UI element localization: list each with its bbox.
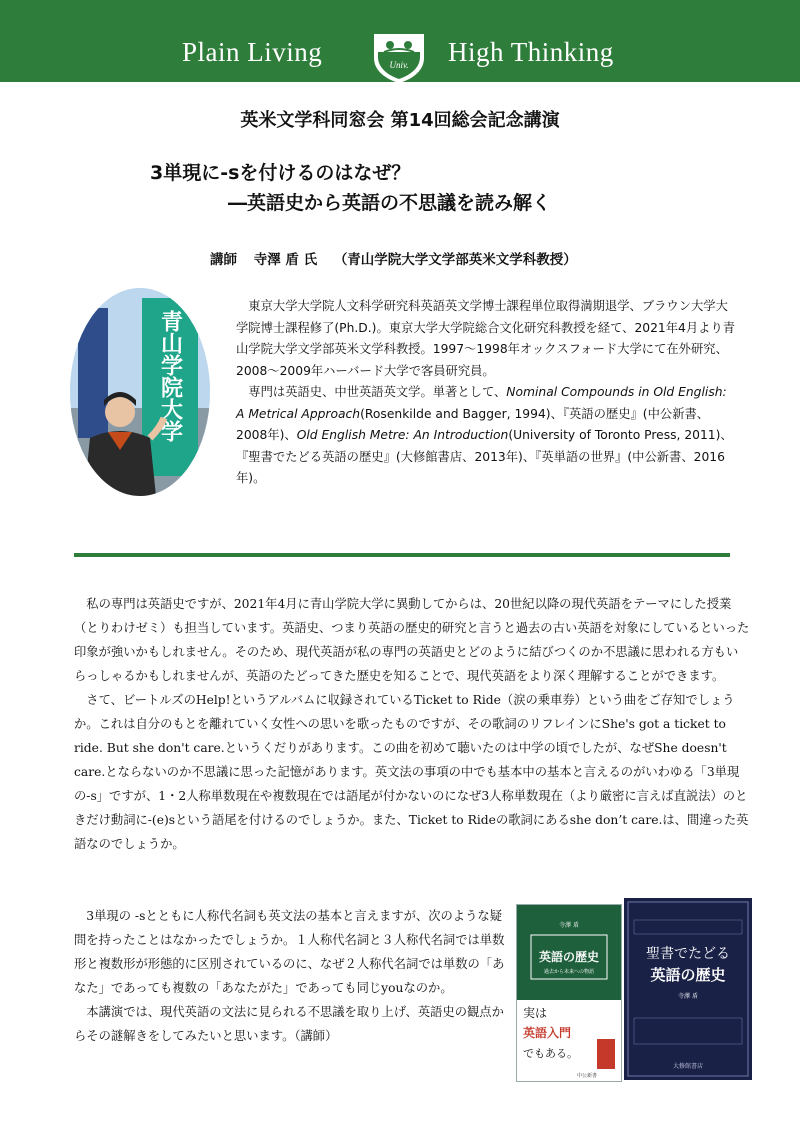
svg-text:英語の歴史: 英語の歴史 xyxy=(650,966,726,984)
svg-text:大修館書店: 大修館書店 xyxy=(672,1063,704,1070)
event-title: 英米文学科同窓会 第14回総会記念講演 xyxy=(240,110,560,131)
article-body xyxy=(74,592,750,856)
svg-text:実は: 実は xyxy=(523,1006,548,1020)
section-divider xyxy=(74,553,730,557)
lecture-title-line2: ―英語史から英語の不思議を読み解く xyxy=(228,192,552,214)
motto-left: Plain Living xyxy=(182,37,323,67)
speaker-line xyxy=(210,248,589,268)
university-crest-icon xyxy=(370,32,428,84)
crest-text: Univ. xyxy=(389,60,409,70)
body-paragraph: 私の専門は英語史ですが、2021年4月に青山学院大学に異動してからは、20世紀以降の現代英語をテーマにした授業（とりわけゼミ）も担当しています。英語史、つまり英語の歴史的研究と言うと過去の古い英語を対象にしているといった印象が強いかもしれません。そのため、現代英語が私の専門の英語史とどのように結びつくのか不思議に思われる方もいらっしゃるかもしれませんが、英語のたどってきた歴史を知ることで、現代英語をより深く理解することができます。 xyxy=(74,597,750,683)
svg-text:英語入門: 英語入門 xyxy=(523,1026,572,1040)
speaker-affiliation: （青山学院大学文学部英米文学科教授） xyxy=(333,252,577,268)
bio-paragraph: 東京大学大学院人文科学研究科英語英文学博士課程単位取得満期退学、ブラウン大学大学院博士課程修了(Ph.D.)。東京大学大学院総合文化研究科教授を経て、2021年4月より青山学院大学文学部英米文学科教授。1997～1998年オックスフォード大学にて在外研究、2008～2009年ハーバード大学で客員研究員。 xyxy=(236,299,736,378)
svg-text:聖書でたどる: 聖書でたどる xyxy=(646,946,730,962)
svg-text:英語の歴史: 英語の歴史 xyxy=(538,950,600,964)
book-cover-seisho-de-tadoru xyxy=(624,898,752,1080)
book-covers xyxy=(516,898,752,1080)
svg-text:でもある。: でもある。 xyxy=(523,1047,578,1060)
motto-right: High Thinking xyxy=(448,37,614,67)
lecture-title-line1: 3単現に-sを付けるのはなぜ？ xyxy=(150,162,411,184)
speaker-name: 寺澤 盾 氏 xyxy=(253,252,318,268)
banner-text: 青山学院大学 xyxy=(157,310,183,442)
speaker-bio xyxy=(236,296,736,490)
svg-text:寺澤 盾: 寺澤 盾 xyxy=(678,993,698,1000)
speaker-photo xyxy=(70,288,210,496)
body-paragraph: 3単現の -sとともに人称代名詞も英文法の基本と言えますが、次のような疑問を持ったことはなかったでしょうか。１人称代名詞と３人称代名詞では単数形と複数形が形態的に区別されているのに、なぜ２人称代名詞では単数の「あなた」であっても複数の「あなたがた」であっても同じyouなのか。 xyxy=(74,909,505,995)
body-paragraph: 本講演では、現代英語の文法に見られる不思議を取り上げ、英語史の観点からその謎解きをしてみたいと思います。（講師） xyxy=(74,1005,504,1043)
speaker-photo-illustration xyxy=(70,288,210,496)
bio-paragraph: 専門は英語史、中世英語英文学。単著として、Nominal Compounds in Old English: A Metrical Approach(Rosenkilde and Bagger, 1994)、『英語の歴史』(中公新書、2008年)、Old English Metre: An Introduction(University of Toronto Press, 2011)、『聖書でたどる英語の歴史』(大修館書店、2013年)、『英単語の世界』(中公新書、2016年)。 xyxy=(236,385,733,485)
svg-text:過去から未来への物語: 過去から未来への物語 xyxy=(543,969,595,975)
body-paragraph: さて、ビートルズのHelp!というアルバムに収録されているTicket to Ride（涙の乗車券）という曲をご存知でしょうか。これは自分のもとを離れていく女性への思いを歌ったものですが、その歌詞のリフレインにShe's got a ticket to ride. But she don't care.というくだりがあります。この曲を初めて聴いたのは中学の頃でしたが、なぜShe doesn't care.とならないのか不思議に思った記憶があります。英文法の事項の中でも基本中の基本と言えるのがいわゆる「3単現の-s」ですが、1・2人称単数現在や複数現在では語尾が付かないのになぜ3人称単数現在（より厳密に言えば直説法）のときだけ動詞に-(e)sという語尾を付けるのでしょうか。また、Ticket to Rideの歌詞にあるshe don’t care.は、間違った英語なのでしょうか。 xyxy=(74,693,749,851)
svg-text:中公新書: 中公新書 xyxy=(577,1073,598,1079)
speaker-role: 講師 xyxy=(210,252,237,268)
article-closing xyxy=(74,904,512,1048)
svg-text:寺澤 盾: 寺澤 盾 xyxy=(559,922,579,929)
header-banner xyxy=(0,0,800,82)
book-cover-eigo-no-rekishi xyxy=(516,904,622,1082)
